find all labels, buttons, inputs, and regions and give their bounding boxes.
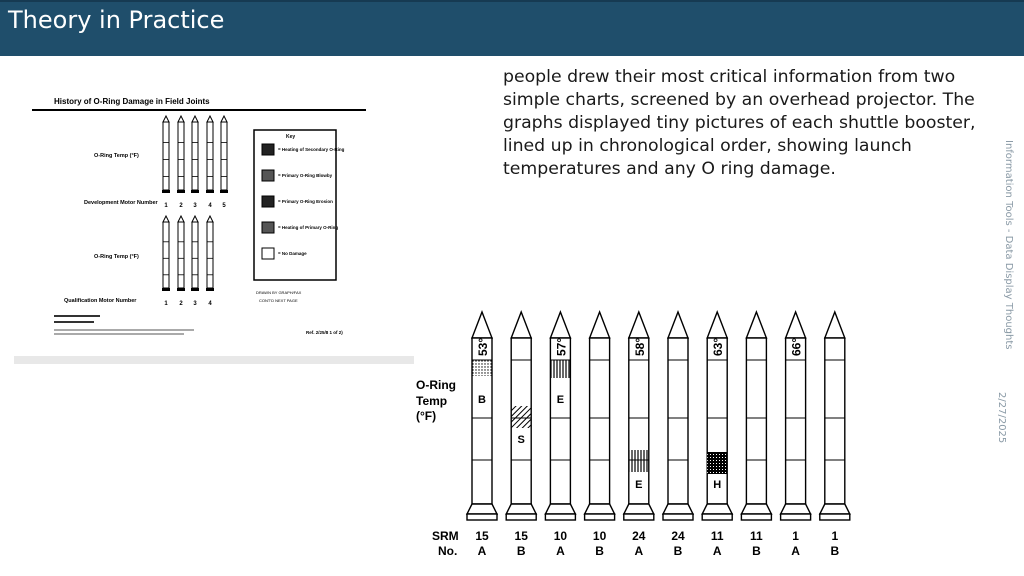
scan-row2-label: Development Motor Number <box>84 200 158 206</box>
scan-rocket-body <box>178 122 184 190</box>
rocket-4 <box>585 312 615 558</box>
scan-row3-label: O-Ring Temp (°F) <box>94 254 139 260</box>
scan-rocket <box>191 116 199 193</box>
srm-side: B <box>516 544 526 558</box>
rocket-base <box>781 514 811 520</box>
scan-rocket-body <box>221 122 227 190</box>
damage-mark <box>707 452 727 474</box>
damage-mark <box>472 360 492 376</box>
scan-rocket-base <box>177 288 185 291</box>
footer-info: Information Tools - Data Display Thoughts <box>1003 140 1014 350</box>
rocket-2 <box>506 312 536 558</box>
rocket-base <box>545 514 575 520</box>
row-label-line-1: O-Ring <box>416 378 456 392</box>
scan-key-title: Key <box>286 134 296 140</box>
rocket-7 <box>702 312 732 558</box>
scan-key-swatch <box>262 144 274 155</box>
scan-rocket-base <box>206 288 214 291</box>
rocket-nose <box>825 312 845 338</box>
scan-rocket <box>162 216 170 291</box>
damage-mark <box>550 360 570 378</box>
scan-rocket-base <box>162 288 170 291</box>
scan-dev-number: 5 <box>222 203 226 209</box>
scan-rocket <box>220 116 228 193</box>
rocket-body <box>746 338 766 504</box>
scan-rocket-body <box>163 222 169 288</box>
rocket-8 <box>741 312 771 558</box>
damage-label: S <box>517 434 525 446</box>
srm-number: 1 <box>831 529 839 543</box>
damage-label: H <box>713 479 722 491</box>
slide-title: Theory in Practice <box>8 6 225 34</box>
scan-rocket <box>162 116 170 193</box>
slide-footer-vertical <box>996 140 1014 460</box>
rocket-skirt <box>663 504 693 514</box>
rocket-nose <box>629 312 649 338</box>
rocket-base <box>702 514 732 520</box>
rocket-skirt <box>820 504 850 514</box>
scan-key-label: = Primary O-Ring Erosion <box>278 199 333 204</box>
scan-key-label: = Heating of Primary O-Ring <box>278 225 339 230</box>
rocket-body <box>668 338 688 504</box>
rocket-skirt <box>741 504 771 514</box>
scan-rocket-base <box>191 288 199 291</box>
scan-rocket <box>177 216 185 291</box>
rocket-base <box>820 514 850 520</box>
srm-side: B <box>752 544 761 558</box>
rocket-body <box>825 338 845 504</box>
scan-key-swatch <box>262 222 274 233</box>
rocket-body <box>590 338 610 504</box>
srm-number: 15 <box>475 529 489 543</box>
rocket-skirt <box>624 504 654 514</box>
scan-title: History of O-Ring Damage in Field Joints <box>54 97 210 106</box>
row-label-line-2: Temp <box>416 394 448 408</box>
srm-label: SRM <box>432 529 459 543</box>
damage-label: B <box>478 394 486 406</box>
damage-mark <box>629 450 649 472</box>
srm-number: 15 <box>514 529 528 543</box>
no-label: No. <box>438 544 458 558</box>
scan-rocket-body <box>192 222 198 288</box>
rocket-nose <box>550 312 570 338</box>
rocket-5 <box>624 312 654 558</box>
scan-rocket-body <box>192 122 198 190</box>
srm-number: 24 <box>671 529 685 543</box>
row-label-line-3: (°F) <box>416 409 437 423</box>
damage-label: E <box>635 479 643 491</box>
rocket-3 <box>545 312 575 558</box>
rocket-base <box>467 514 497 520</box>
rocket-skirt <box>545 504 575 514</box>
scan-qual-number: 4 <box>208 301 212 307</box>
scan-row1-label: O-Ring Temp (°F) <box>94 153 139 159</box>
rocket-nose <box>668 312 688 338</box>
scan-rocket-body <box>163 122 169 190</box>
rocket-6 <box>663 312 693 558</box>
srm-side: A <box>712 544 722 558</box>
scan-rocket <box>206 116 214 193</box>
srm-side: A <box>556 544 565 558</box>
scan-rocket <box>177 116 185 193</box>
scan-dev-number: 4 <box>208 203 212 209</box>
rocket-1 <box>467 312 497 558</box>
scan-qual-number: 2 <box>179 301 183 307</box>
scan-key-swatch <box>262 248 274 259</box>
damage-label: E <box>556 394 565 406</box>
rocket-body <box>786 338 806 504</box>
scan-qual-number: 3 <box>193 301 197 307</box>
scan-rocket-base <box>162 190 170 193</box>
scan-key-label: = Primary O-Ring Blowby <box>278 173 333 178</box>
title-bar-accent <box>0 0 1024 2</box>
scan-rocket-body <box>178 222 184 288</box>
scan-footnote-1: DRAWN BY GRAPH/FAX <box>256 290 302 295</box>
scan-rocket-base <box>177 190 185 193</box>
scanned-oring-chart <box>14 62 414 364</box>
scan-ref: Ref. 2/25/8 1 of 2) <box>306 330 343 335</box>
scan-key-label: = No Damage <box>278 251 307 256</box>
rocket-nose <box>472 312 492 338</box>
scan-rocket-base <box>191 190 199 193</box>
rocket-nose <box>786 312 806 338</box>
scan-rocket <box>206 216 214 291</box>
srm-number: 11 <box>750 529 763 543</box>
rocket-base <box>624 514 654 520</box>
rocket-skirt <box>585 504 615 514</box>
rocket-skirt <box>702 504 732 514</box>
scan-rocket-base <box>220 190 228 193</box>
rocket-base <box>663 514 693 520</box>
body-paragraph: people drew their most critical information from two simple charts, screened by an overhead projector. The graphs displayed tiny pictures of each shuttle booster, lined up in chronological order, showing launch temperatures and any O ring damage. <box>503 67 976 179</box>
scan-row4-label: Qualification Motor Number <box>64 298 137 304</box>
scan-key-swatch <box>262 170 274 181</box>
rocket-skirt <box>506 504 536 514</box>
rocket-base <box>585 514 615 520</box>
scan-qual-number: 1 <box>164 301 168 307</box>
scan-rocket-base <box>206 190 214 193</box>
rocket-nose <box>746 312 766 338</box>
temperature-label: 63° <box>711 337 726 356</box>
scan-key-swatch <box>262 196 274 207</box>
temperature-label: 58° <box>632 337 647 356</box>
damage-mark <box>511 406 531 428</box>
srm-side: B <box>673 544 683 558</box>
scan-rocket-body <box>207 222 213 288</box>
scan-rocket <box>191 216 199 291</box>
title-bar <box>0 0 1024 56</box>
srm-number: 11 <box>710 529 724 543</box>
temperature-label: 66° <box>789 337 804 356</box>
temperature-label: 53° <box>476 337 490 356</box>
rocket-nose <box>511 312 531 338</box>
srm-side: A <box>634 544 644 558</box>
footer-date: 2/27/2025 <box>996 392 1007 444</box>
rocket-9 <box>781 312 811 558</box>
rocket-base <box>741 514 771 520</box>
scan-dev-number: 3 <box>193 203 197 209</box>
srm-side: A <box>791 544 800 558</box>
srm-number: 24 <box>632 529 646 543</box>
srm-number: 1 <box>792 529 799 543</box>
rocket-base <box>506 514 536 520</box>
scan-footnote-2: CONT'D NEXT PAGE <box>259 298 298 303</box>
srm-side: A <box>477 544 487 558</box>
scan-dev-number: 1 <box>164 203 168 209</box>
rocket-temperature-chart <box>412 300 852 570</box>
scan-bottom-edge <box>14 356 414 364</box>
scan-key-label: = Heating of Secondary O-Ring <box>278 147 345 152</box>
srm-number: 10 <box>553 529 568 543</box>
scan-rocket-body <box>207 122 213 190</box>
rocket-nose <box>590 312 610 338</box>
srm-number: 10 <box>592 529 607 543</box>
temperature-label: 57° <box>554 337 569 356</box>
rocket-skirt <box>781 504 811 514</box>
scan-dev-number: 2 <box>179 203 183 209</box>
rocket-10 <box>820 312 850 558</box>
row-label <box>416 378 456 423</box>
srm-side: B <box>595 544 604 558</box>
srm-side: B <box>830 544 840 558</box>
rocket-skirt <box>467 504 497 514</box>
rocket-nose <box>707 312 727 338</box>
